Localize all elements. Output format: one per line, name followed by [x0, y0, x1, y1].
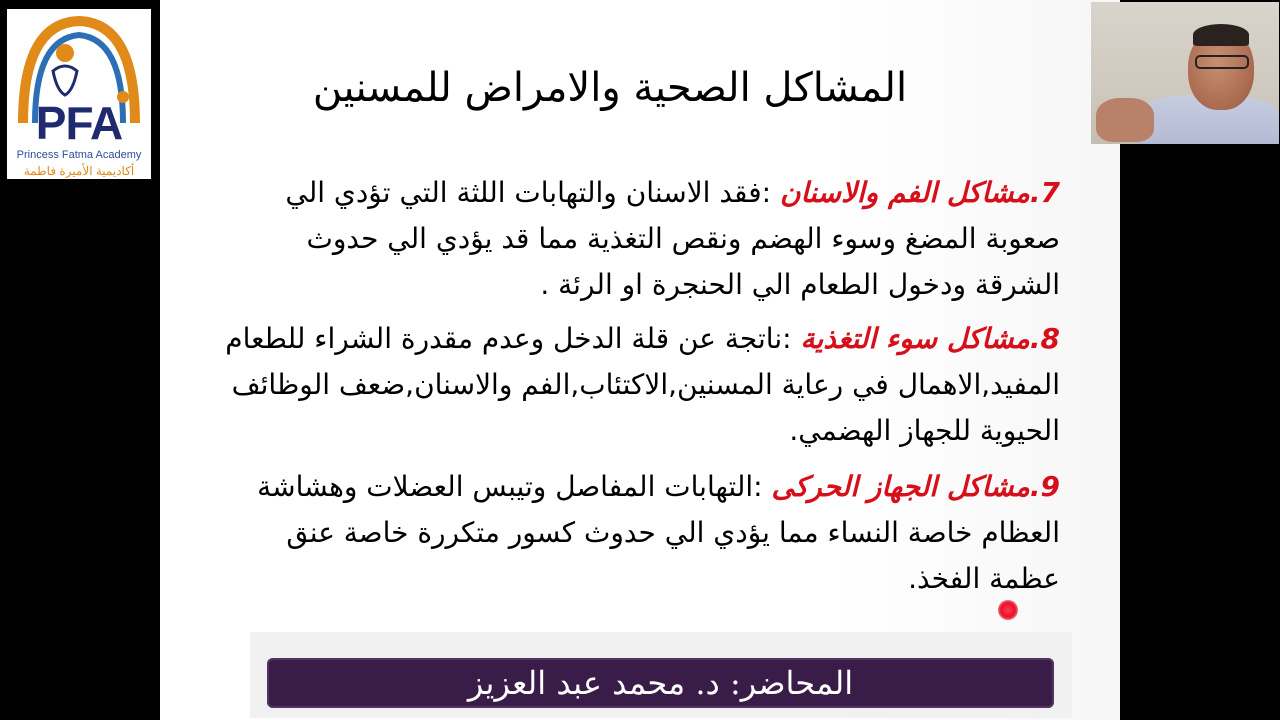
slide-item-8 — [215, 316, 1060, 454]
item-heading: 9.مشاكل الجهاز الحركى — [771, 470, 1060, 503]
item-heading: 7.مشاكل الفم والاسنان — [779, 176, 1060, 209]
presenter-hand — [1096, 98, 1154, 142]
logo-abbreviation: PFA — [35, 97, 123, 149]
item-body: :ناتجة عن قلة الدخل وعدم مقدرة الشراء للطعام المفيد,الاهمال في رعاية المسنين,الاكتئاب,الفم والاسنان,ضعف الوظائف الحيوية للجهاز الهضمي. — [225, 322, 1060, 447]
slide-title: المشاكل الصحية والامراض للمسنين — [312, 65, 908, 111]
item-body: :التهابات المفاصل وتيبس العضلات وهشاشة العظام خاصة النساء مما يؤدي الي حدوث كسور متكررة خاصة عنق عظمة الفخذ. — [257, 470, 1060, 595]
slide-item-7 — [215, 170, 1060, 308]
lecturer-caption — [267, 658, 1054, 708]
logo-name-english: Princess Fatma Academy — [16, 149, 142, 161]
logo-name-arabic: أكاديمية الأميرة فاطمة — [23, 164, 135, 178]
slide-item-9 — [215, 464, 1060, 602]
item-heading: 8.مشاكل سوء التغذية — [800, 322, 1060, 355]
academy-logo — [7, 9, 151, 179]
laser-pointer-icon — [998, 600, 1018, 620]
lecturer-name: المحاضر: د. محمد عبد العزيز — [467, 664, 854, 702]
presenter-glasses — [1195, 55, 1249, 69]
presenter-hair — [1193, 24, 1249, 46]
item-body: :فقد الاسنان والتهابات اللثة التي تؤدي الي صعوبة المضغ وسوء الهضم ونقص التغذية مما قد يؤدي الي حدوث الشرقة ودخول الطعام الي الحنجرة او الرئة . — [285, 176, 1060, 301]
